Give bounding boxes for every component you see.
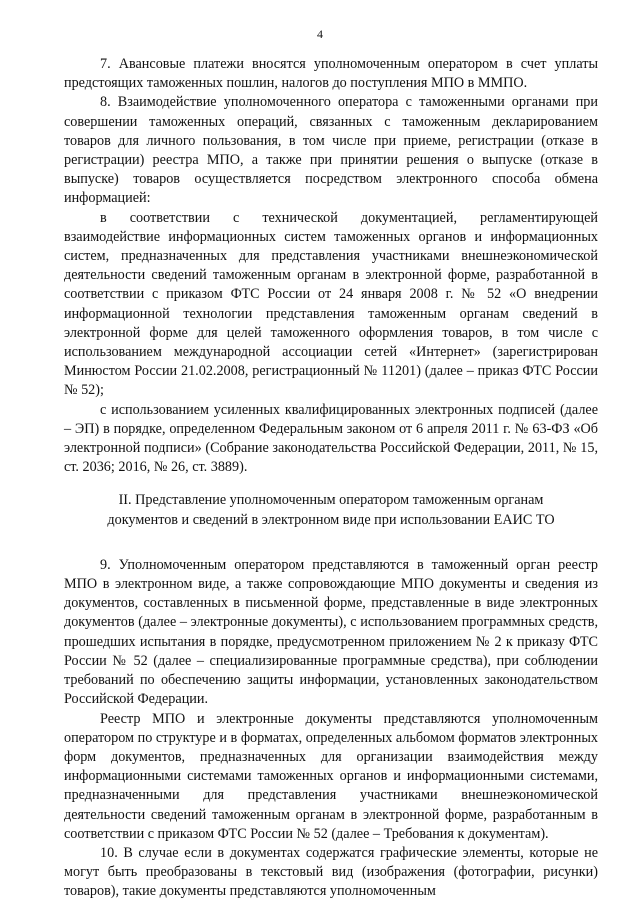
document-body <box>64 55 598 902</box>
page-number: 4 <box>317 27 323 41</box>
paragraph-8: 8. Взаимодействие уполномоченного оператора с таможенными органами при совершении таможенных операций, связанных с таможенным декларированием товаров для личного пользования, в том числе при приеме, регистрации (отказе в регистрации) реестра МПО, а также при принятии решения о выпуске (отказе в выпуске) товаров осуществляется посредством электронного способа обмена информацией: <box>64 94 598 207</box>
paragraph-9: 9. Уполномоченным оператором представляются в таможенный орган реестр МПО в электронном виде, а также сопровождающие МПО документы и сведения из документов, составленных в письменной форме, представленные в виде электронных документов (далее – электронные документы), с использованием программных средств, прошедших испытания в порядке, предусмотренном приложением № 2 к приказу ФТС России № 52 (далее – специализированные программные средства), при соблюдении требований по обеспечению защиты информации, установленных законодательством Российской Федерации. <box>64 556 598 708</box>
paragraph-10: 10. В случае если в документах содержатся графические элементы, которые не могут быть преобразованы в текстовый вид (изображения (фотографии, рисунки) товаров), такие документы представляются уполномоченным <box>64 844 598 900</box>
paragraph-9-continued: Реестр МПО и электронные документы представляются уполномоченным оператором по структуре и в форматах, определенных альбомом форматов электронных форм документов, предназначенных для организации взаимодействия между информационными системами таможенных органов и информационными системами, предназначенными для представления участниками внешнеэкономической деятельности сведений таможенным органам в электронной форме, разработанным в соответствии с приказом ФТС России № 52 (далее – Требования к документам). <box>64 710 598 842</box>
paragraph-8-item-1: в соответствии с технической документацией, регламентирующей взаимодействие информационных систем таможенных органов и информационных систем, предназначенных для представления участниками внешнеэкономической деятельности сведений таможенным органам в электронной форме, разработанной в соответствии с приказом ФТС России от 24 января 2008 г. № 52 «О внедрении информационной технологии представления таможенным органам сведений в электронной форме для целей таможенного оформления товаров, в том числе с использованием международной ассоциации сетей «Интернет» (зарегистрирован Минюстом России 21.02.2008, регистрационный № 11201) (далее – приказ ФТС России № 52); <box>64 209 598 399</box>
section-heading <box>64 491 598 529</box>
section-heading-line-2: документов и сведений в электронном виде при использовании ЕАИС ТО <box>107 511 555 528</box>
paragraph-7: 7. Авансовые платежи вносятся уполномоченным оператором в счет уплаты предстоящих таможенных пошлин, налогов до поступления МПО в ММПО. <box>64 56 598 92</box>
paragraph-8-item-2: с использованием усиленных квалифицированных электронных подписей (далее – ЭП) в порядке, определенном Федеральным законом от 6 апреля 2011 г. № 63-ФЗ «Об электронной подписи» (Собрание законодательства Российской Федерации, 2011, № 15, ст. 2036; 2016, № 26, ст. 3889). <box>64 401 598 476</box>
section-heading-line-1: II. Представление уполномоченным оператором таможенным органам <box>118 492 544 509</box>
